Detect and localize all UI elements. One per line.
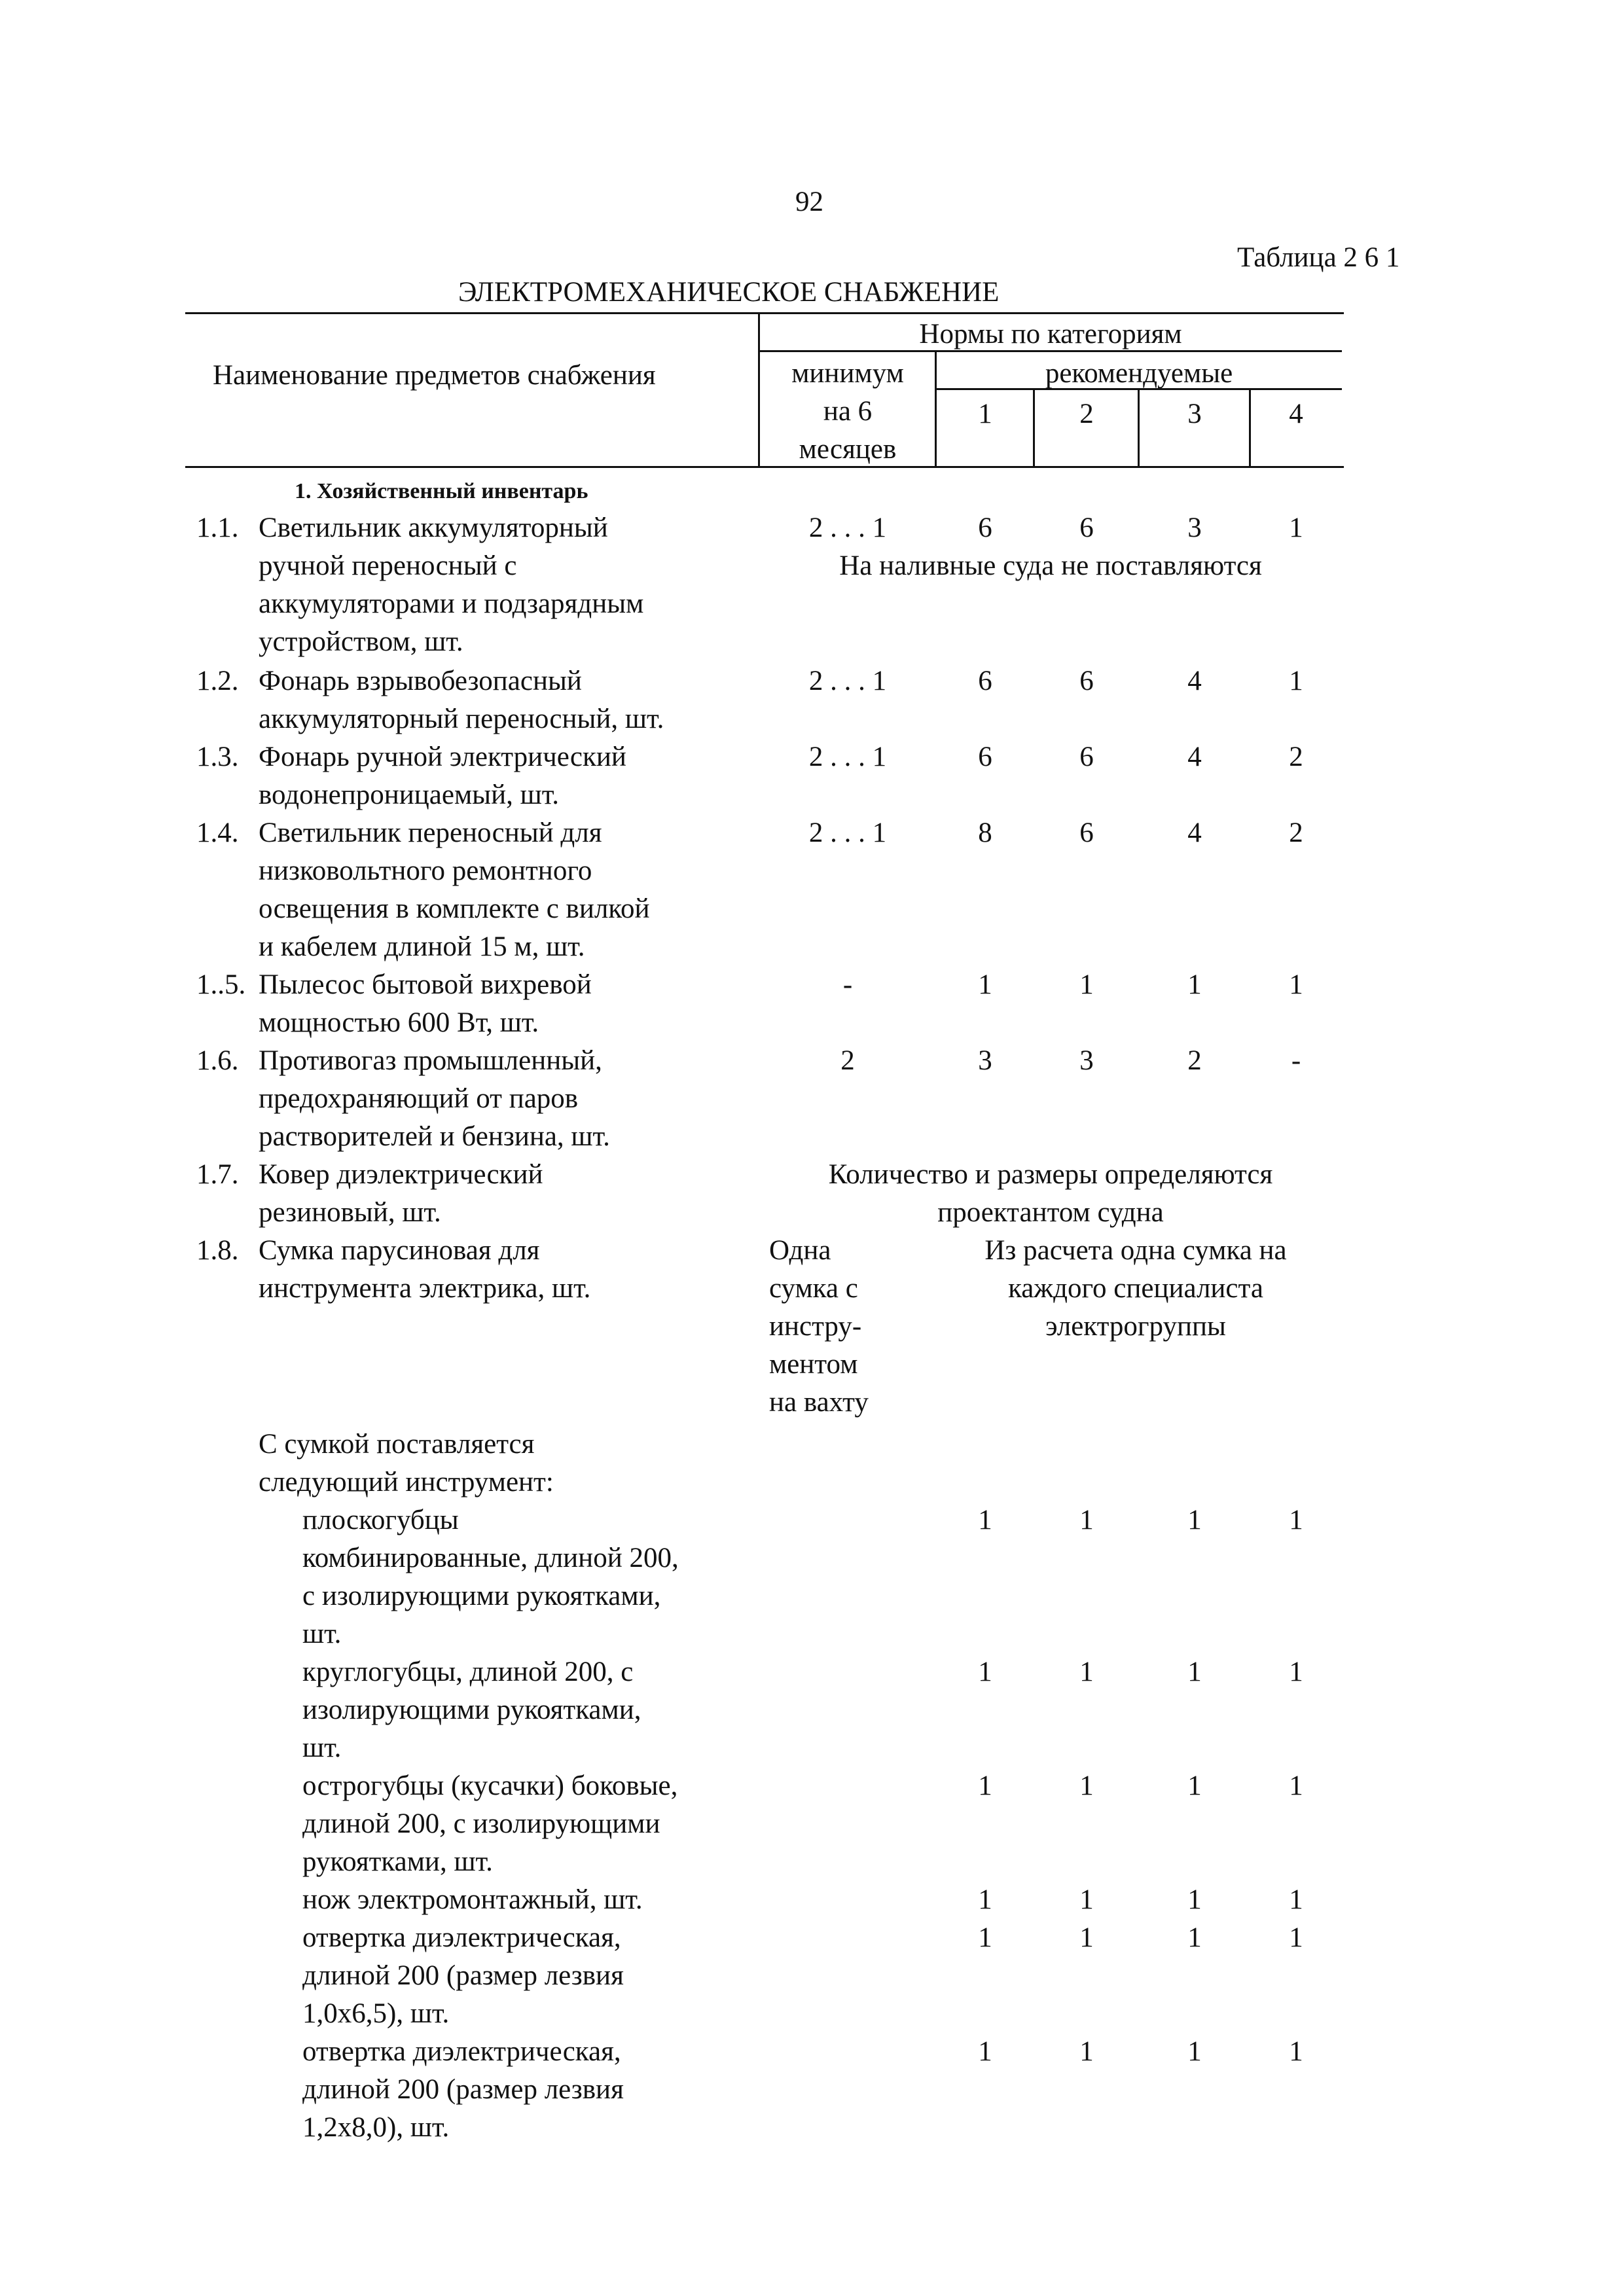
row-note: На наливные суда не поставляются (839, 550, 1262, 581)
row-name-line: устройством, шт. (259, 626, 463, 657)
row-name-line: Сумка парусиновая для (259, 1235, 540, 1266)
row-number: 1.7. (196, 1159, 239, 1190)
row-name-line: и кабелем длиной 15 м, шт. (259, 931, 585, 962)
tool-name-line: шт. (302, 1619, 342, 1649)
row-value-3: 3 (1187, 512, 1202, 543)
row-name-line: Ковер диэлектрический (259, 1159, 543, 1190)
table-top-rule (185, 312, 1344, 314)
row-name-line: водонепроницаемый, шт. (259, 780, 559, 810)
row-value-1: 1 (978, 969, 992, 1000)
tool-value-3: 1 (1187, 1505, 1202, 1535)
tool-value-3: 1 (1187, 1922, 1202, 1953)
row-number: 1.6. (196, 1045, 239, 1076)
tool-name-line: 1,0х6,5), шт. (302, 1998, 450, 2029)
row-minimum: 2 . . . 1 (808, 817, 887, 848)
tool-name-line: круглогубцы, длиной 200, с (302, 1657, 634, 1687)
header-col-3: 3 (1187, 399, 1202, 429)
tools-intro-line: следующий инструмент: (259, 1467, 554, 1498)
tools-intro-line: С сумкой поставляется (259, 1429, 535, 1460)
row-minimum: 2 . . . 1 (808, 512, 887, 543)
tool-name-line: отвертка диэлектрическая, (302, 2036, 621, 2067)
row-name-line: освещения в комплекте с вилкой (259, 893, 650, 924)
tool-value-1: 1 (978, 1505, 992, 1535)
row-name-line: резиновый, шт. (259, 1197, 441, 1228)
tool-value-1: 1 (978, 1657, 992, 1687)
row-number: 1.1. (196, 512, 239, 543)
tool-value-4: 1 (1289, 1657, 1303, 1687)
tool-name-line: изолирующими рукоятками, (302, 1695, 641, 1725)
header-minimum: минимум (791, 358, 904, 389)
tool-value-2: 1 (1079, 2036, 1094, 2067)
header-name-col: Наименование предметов снабжения (213, 360, 656, 391)
table-label: Таблица 2 6 1 (1237, 242, 1400, 273)
row-value-4: 2 (1289, 742, 1303, 772)
row-value-2: 6 (1079, 817, 1094, 848)
row-name-line: предохраняющий от паров (259, 1083, 579, 1114)
row-value-3: 1 (1187, 969, 1202, 1000)
tool-value-3: 1 (1187, 1770, 1202, 1801)
row-span-note: каждого специалиста (1008, 1273, 1263, 1304)
row-minimum: 2 (840, 1045, 855, 1076)
tool-value-2: 1 (1079, 1505, 1094, 1535)
row-value-4: 1 (1289, 666, 1303, 696)
row-name-line: ручной переносный с (259, 550, 517, 581)
row-min-line: ментом (769, 1349, 858, 1380)
tool-value-2: 1 (1079, 1922, 1094, 1953)
tool-value-4: 1 (1289, 2036, 1303, 2067)
header-norms: Нормы по категориям (919, 319, 1182, 350)
row-name-line: Противогаз промышленный, (259, 1045, 602, 1076)
page-number: 92 (795, 187, 823, 217)
tool-value-3: 1 (1187, 1657, 1202, 1687)
tool-name-line: длиной 200 (размер лезвия (302, 1960, 624, 1991)
header-min-sub2: месяцев (799, 434, 897, 465)
row-value-2: 6 (1079, 512, 1094, 543)
row-min-line: инстру- (769, 1311, 862, 1342)
row-name-line: аккумуляторный переносный, шт. (259, 704, 664, 734)
tool-name-line: плоскогубцы (302, 1505, 459, 1535)
row-name-line: Светильник переносный для (259, 817, 602, 848)
tool-name-line: комбинированные, длиной 200, (302, 1543, 679, 1573)
header-col-1: 1 (978, 399, 992, 429)
row-number: 1..5. (196, 969, 246, 1000)
row-value-2: 6 (1079, 742, 1094, 772)
tool-value-3: 1 (1187, 1884, 1202, 1915)
tool-value-2: 1 (1079, 1884, 1094, 1915)
tool-name-line: 1,2х8,0), шт. (302, 2112, 450, 2143)
row-value-4: - (1291, 1045, 1301, 1076)
row-value-2: 6 (1079, 666, 1094, 696)
row-value-1: 6 (978, 742, 992, 772)
page-title: ЭЛЕКТРОМЕХАНИЧЕСКОЕ СНАБЖЕНИЕ (458, 277, 1000, 308)
row-name-line: Светильник аккумуляторный (259, 512, 608, 543)
tool-name-line: длиной 200, с изолирующими (302, 1808, 660, 1839)
row-name-line: Фонарь взрывобезопасный (259, 666, 582, 696)
row-min-line: на вахту (769, 1387, 869, 1418)
row-name-line: Фонарь ручной электрический (259, 742, 626, 772)
tool-name-line: острогубцы (кусачки) боковые, (302, 1770, 678, 1801)
tool-name-line: шт. (302, 1732, 342, 1763)
tool-name-line: отвертка диэлектрическая, (302, 1922, 621, 1953)
tool-value-4: 1 (1289, 1505, 1303, 1535)
tool-name-line: с изолирующими рукоятками, (302, 1581, 661, 1611)
row-number: 1.8. (196, 1235, 239, 1266)
tool-value-4: 1 (1289, 1922, 1303, 1953)
tool-value-1: 1 (978, 1770, 992, 1801)
row-name-line: растворителей и бензина, шт. (259, 1121, 610, 1152)
tool-value-1: 1 (978, 1922, 992, 1953)
row-number: 1.3. (196, 742, 239, 772)
row-name-line: инструмента электрика, шт. (259, 1273, 591, 1304)
tool-value-4: 1 (1289, 1884, 1303, 1915)
row-minimum: 2 . . . 1 (808, 666, 887, 696)
header-recommended: рекомендуемые (1045, 358, 1233, 389)
header-col-2: 2 (1079, 399, 1094, 429)
row-name-line: мощностью 600 Вт, шт. (259, 1007, 539, 1038)
row-value-4: 2 (1289, 817, 1303, 848)
tool-name-line: длиной 200 (размер лезвия (302, 2074, 624, 2105)
row-min-line: сумка с (769, 1273, 858, 1304)
row-name-line: низковольтного ремонтного (259, 855, 592, 886)
row-value-1: 6 (978, 666, 992, 696)
row-span-note: Из расчета одна сумка на (984, 1235, 1287, 1266)
row-value-3: 4 (1187, 742, 1202, 772)
header-col-4: 4 (1289, 399, 1303, 429)
row-minimum: 2 . . . 1 (808, 742, 887, 772)
tool-name-line: нож электромонтажный, шт. (302, 1884, 643, 1915)
row-value-3: 2 (1187, 1045, 1202, 1076)
row-value-4: 1 (1289, 512, 1303, 543)
row-min-line: Одна (769, 1235, 831, 1266)
row-value-1: 6 (978, 512, 992, 543)
row-number: 1.4. (196, 817, 239, 848)
row-name-line: аккумуляторами и подзарядным (259, 588, 644, 619)
tool-value-1: 1 (978, 1884, 992, 1915)
row-name-line: Пылесос бытовой вихревой (259, 969, 592, 1000)
row-value-3: 4 (1187, 817, 1202, 848)
tool-value-4: 1 (1289, 1770, 1303, 1801)
tool-value-1: 1 (978, 2036, 992, 2067)
row-value-2: 3 (1079, 1045, 1094, 1076)
row-value-3: 4 (1187, 666, 1202, 696)
row-value-1: 8 (978, 817, 992, 848)
row-number: 1.2. (196, 666, 239, 696)
tool-name-line: рукоятками, шт. (302, 1846, 493, 1877)
row-span-note: Количество и размеры определяются (828, 1159, 1273, 1190)
row-span-note: электрогруппы (1045, 1311, 1226, 1342)
section-heading: 1. Хозяйственный инвентарь (295, 479, 588, 503)
tool-value-2: 1 (1079, 1657, 1094, 1687)
tool-value-3: 1 (1187, 2036, 1202, 2067)
row-value-1: 3 (978, 1045, 992, 1076)
row-value-4: 1 (1289, 969, 1303, 1000)
tool-value-2: 1 (1079, 1770, 1094, 1801)
header-min-sub1: на 6 (823, 396, 873, 427)
row-span-note: проектантом судна (937, 1197, 1164, 1228)
row-value-2: 1 (1079, 969, 1094, 1000)
row-minimum: - (842, 969, 853, 1000)
